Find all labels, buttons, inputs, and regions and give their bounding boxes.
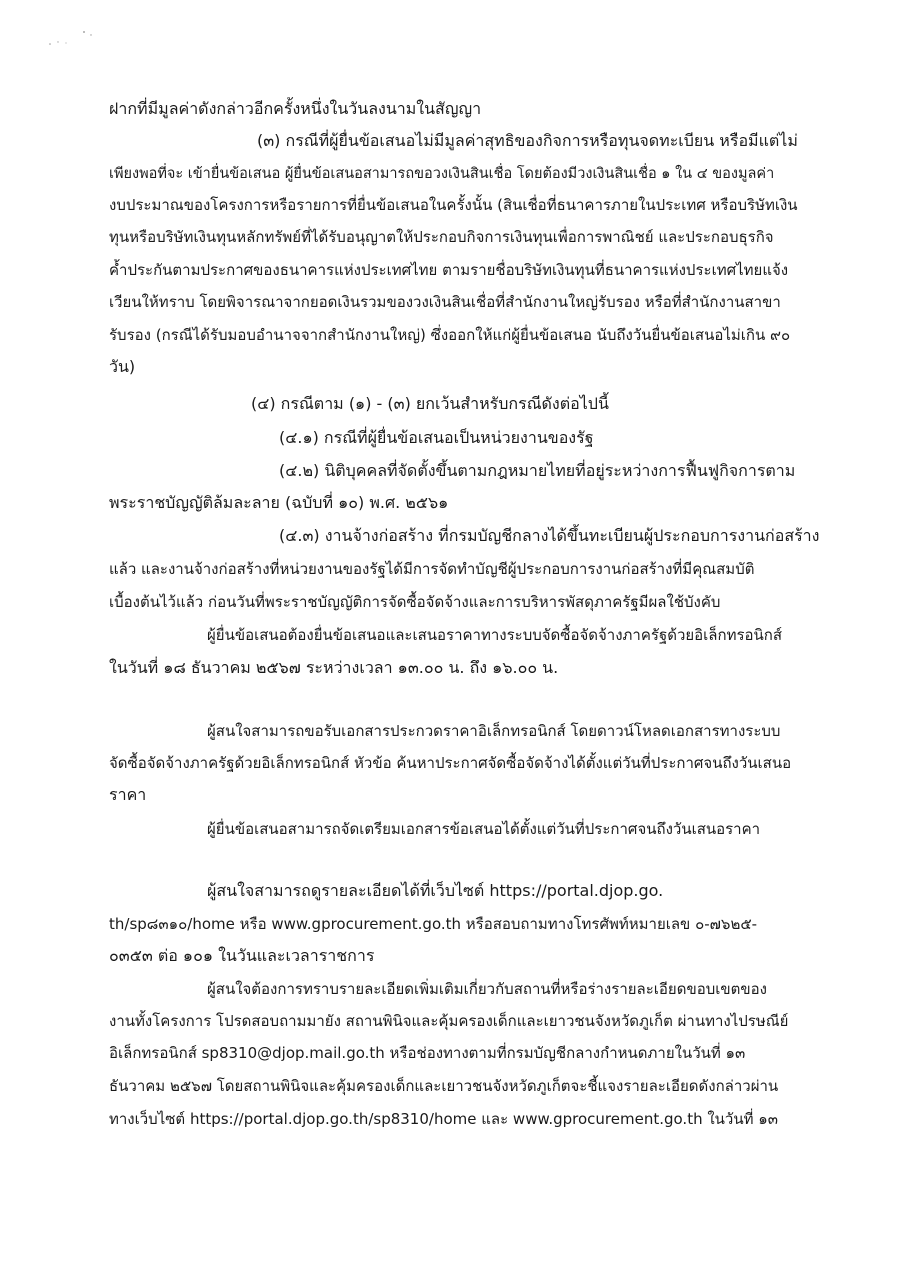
text-line: เวียนให้ทราบ โดยพิจารณาจากยอดเงินรวมของวงเงินสินเชื่อที่สำนักงานใหญ่รับรอง หรือที่สำนักงานสาขา xyxy=(109,293,781,311)
text-line: th/sp๘๓๑๐/home หรือ www.gprocurement.go.th หรือสอบถามทางโทรศัพท์หมายเลข ๐-๗๖๒๕- xyxy=(109,915,758,933)
text-line: งานทั้งโครงการ โปรดสอบถามมายัง สถานพินิจและคุ้มครองเด็กและเยาวชนจังหวัดภูเก็ต ผ่านทางไปรษณีย์ xyxy=(109,1012,789,1030)
text-line: ฝากที่มีมูลค่าดังกล่าวอีกครั้งหนึ่งในวันลงนามในสัญญา xyxy=(109,99,482,118)
text-line: ผู้ยื่นข้อเสนอสามารถจัดเตรียมเอกสารข้อเสนอได้ตั้งแต่วันที่ประกาศจนถึงวันเสนอราคา xyxy=(207,820,761,838)
text-line: ๐๓๕๓ ต่อ ๑๐๑ ในวันและเวลาราชการ xyxy=(109,946,375,965)
text-line: เพียงพอที่จะ เข้ายื่นข้อเสนอ ผู้ยื่นข้อเสนอสามารถขอวงเงินสินเชื่อ โดยต้องมีวงเงินสินเชื่อ ๑ ใน ๔ ของมูลค่า xyxy=(109,166,775,182)
text-line: (๓) กรณีที่ผู้ยื่นข้อเสนอไม่มีมูลค่าสุทธิของกิจการหรือทุนจดทะเบียน หรือมีแต่ไม่ xyxy=(257,131,798,150)
text-line: ธันวาคม ๒๕๖๗ โดยสถานพินิจและคุ้มครองเด็กและเยาวชนจังหวัดภูเก็ตจะชี้แจงรายละเอียดดังกล่าวผ่าน xyxy=(109,1077,779,1095)
text-line: ผู้ยื่นข้อเสนอต้องยื่นข้อเสนอและเสนอราคาทางระบบจัดซื้อจัดจ้างภาครัฐด้วยอิเล็กทรอนิกส์ xyxy=(207,626,783,644)
text-line: รับรอง (กรณีได้รับมอบอำนาจจากสำนักงานใหญ่) ซึ่งออกให้แก่ผู้ยื่นข้อเสนอ นับถึงวันยื่นข้อเสนอไม่เกิน ๙๐ xyxy=(109,326,791,344)
text-line: (๔.๓) งานจ้างก่อสร้าง ที่กรมบัญชีกลางได้ขึ้นทะเบียนผู้ประกอบการงานก่อสร้าง xyxy=(279,526,820,545)
text-line: (๔.๑) กรณีที่ผู้ยื่นข้อเสนอเป็นหน่วยงานของรัฐ xyxy=(279,428,594,447)
text-line: (๔) กรณีตาม (๑) - (๓) ยกเว้นสำหรับกรณีดังต่อไปนี้ xyxy=(251,394,609,413)
text-line: งบประมาณของโครงการหรือรายการที่ยื่นข้อเสนอในครั้งนั้น (สินเชื่อที่ธนาคารภายในประเทศ หรือบริษัทเงิน xyxy=(109,196,798,214)
scan-speck-marks xyxy=(44,28,104,48)
text-line: พระราชบัญญัติล้มละลาย (ฉบับที่ ๑๐) พ.ศ. ๒๕๖๑ xyxy=(109,493,449,512)
text-line: (๔.๒) นิติบุคคลที่จัดตั้งขึ้นตามกฎหมายไทยที่อยู่ระหว่างการฟื้นฟูกิจการตาม xyxy=(279,461,796,480)
text-line: ค้ำประกันตามประกาศของธนาคารแห่งประเทศไทย ตามรายชื่อบริษัทเงินทุนที่ธนาคารแห่งประเทศไทยแจ้ง xyxy=(109,261,789,279)
text-line: แล้ว และงานจ้างก่อสร้างที่หน่วยงานของรัฐได้มีการจัดทำบัญชีผู้ประกอบการงานก่อสร้างที่มีคุณสมบัติ xyxy=(109,560,755,578)
text-line: ในวันที่ ๑๘ ธันวาคม ๒๕๖๗ ระหว่างเวลา ๑๓.๐๐ น. ถึง ๑๖.๐๐ น. xyxy=(109,658,559,677)
text-line: เบื้องต้นไว้แล้ว ก่อนวันที่พระราชบัญญัติการจัดซื้อจัดจ้างและการบริหารพัสดุภาครัฐมีผลใช้บังคับ xyxy=(109,593,721,611)
text-line: จัดซื้อจัดจ้างภาครัฐด้วยอิเล็กทรอนิกส์ หัวข้อ ค้นหาประกาศจัดซื้อจัดจ้างได้ตั้งแต่วันที่ประกาศจนถึงวันเสนอ xyxy=(109,754,792,772)
text-line: ผู้สนใจสามารถดูรายละเอียดได้ที่เว็บไซต์ https://portal.djop.go. xyxy=(207,881,664,900)
text-line: ทุนหรือบริษัทเงินทุนหลักทรัพย์ที่ได้รับอนุญาตให้ประกอบกิจการเงินทุนเพื่อการพาณิชย์ และประกอบธุรกิจ xyxy=(109,228,774,246)
text-line: ผู้สนใจสามารถขอรับเอกสารประกวดราคาอิเล็กทรอนิกส์ โดยดาวน์โหลดเอกสารทางระบบ xyxy=(207,722,781,740)
text-line: ทางเว็บไซต์ https://portal.djop.go.th/sp8310/home และ www.gprocurement.go.th ในวันที่ ๑๓ xyxy=(109,1110,779,1128)
text-line: ผู้สนใจต้องการทราบรายละเอียดเพิ่มเติมเกี่ยวกับสถานที่หรือร่างรายละเอียดขอบเขตของ xyxy=(207,980,767,998)
text-line: อิเล็กทรอนิกส์ sp8310@djop.mail.go.th หรือช่องทางตามที่กรมบัญชีกลางกำหนดภายในวันที่ ๑๓ xyxy=(109,1044,746,1062)
text-line: ราคา xyxy=(109,785,147,804)
text-line: วัน) xyxy=(109,357,136,376)
